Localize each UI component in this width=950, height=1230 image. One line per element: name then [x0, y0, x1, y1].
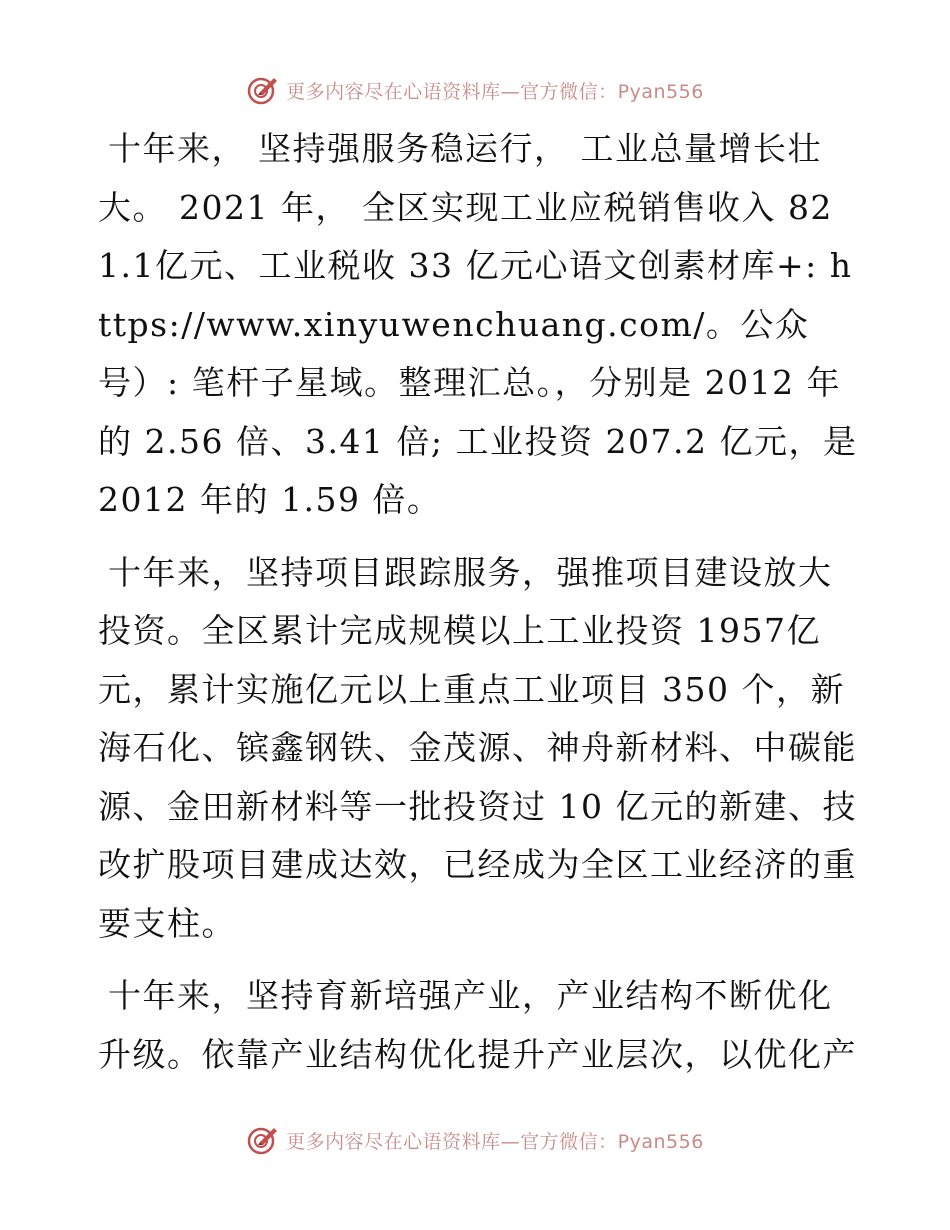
document-body [98, 120, 858, 1098]
header-watermark-banner [0, 72, 950, 108]
pen-logo-icon [246, 1123, 280, 1157]
header-banner-text: 更多内容尽在心语资料库—官方微信：Pyan556 [286, 80, 704, 103]
paragraph-3: 十年来，坚持育新培强产业，产业结构不断优化升级。依靠产业结构优化提升产业层次，以优化产 [98, 976, 857, 1074]
footer-watermark-banner [0, 1122, 950, 1158]
paragraph-2: 十年来，坚持项目跟踪服务，强推项目建设放大投资。全区累计完成规模以上工业投资 1957亿元，累计实施亿元以上重点工业项目 350 个，新海石化、镔鑫钢铁、金茂源、神舟新材料、中碳能源、金田新材料等一批投资过 10 亿元的新建、技改扩股项目建成达效，已经成为全区工业经济的重要支柱。 [98, 552, 857, 943]
paragraph-1: 十年来， 坚持强服务稳运行， 工业总量增长壮大。 2021 年， 全区实现工业应税销售收入 821.1亿元、工业税收 33 亿元心语文创素材库+: https://www.xinyuwenchuang.com/。公众号）: 笔杆子星域。整理汇总。，分别是 2012 年的 2.56 倍、3.41 倍; 工业投资 207.2 亿元，是 2012 年的 1.59 倍。 [98, 129, 858, 519]
pen-logo-icon [246, 73, 280, 107]
footer-banner-text: 更多内容尽在心语资料库—官方微信：Pyan556 [286, 1130, 704, 1153]
